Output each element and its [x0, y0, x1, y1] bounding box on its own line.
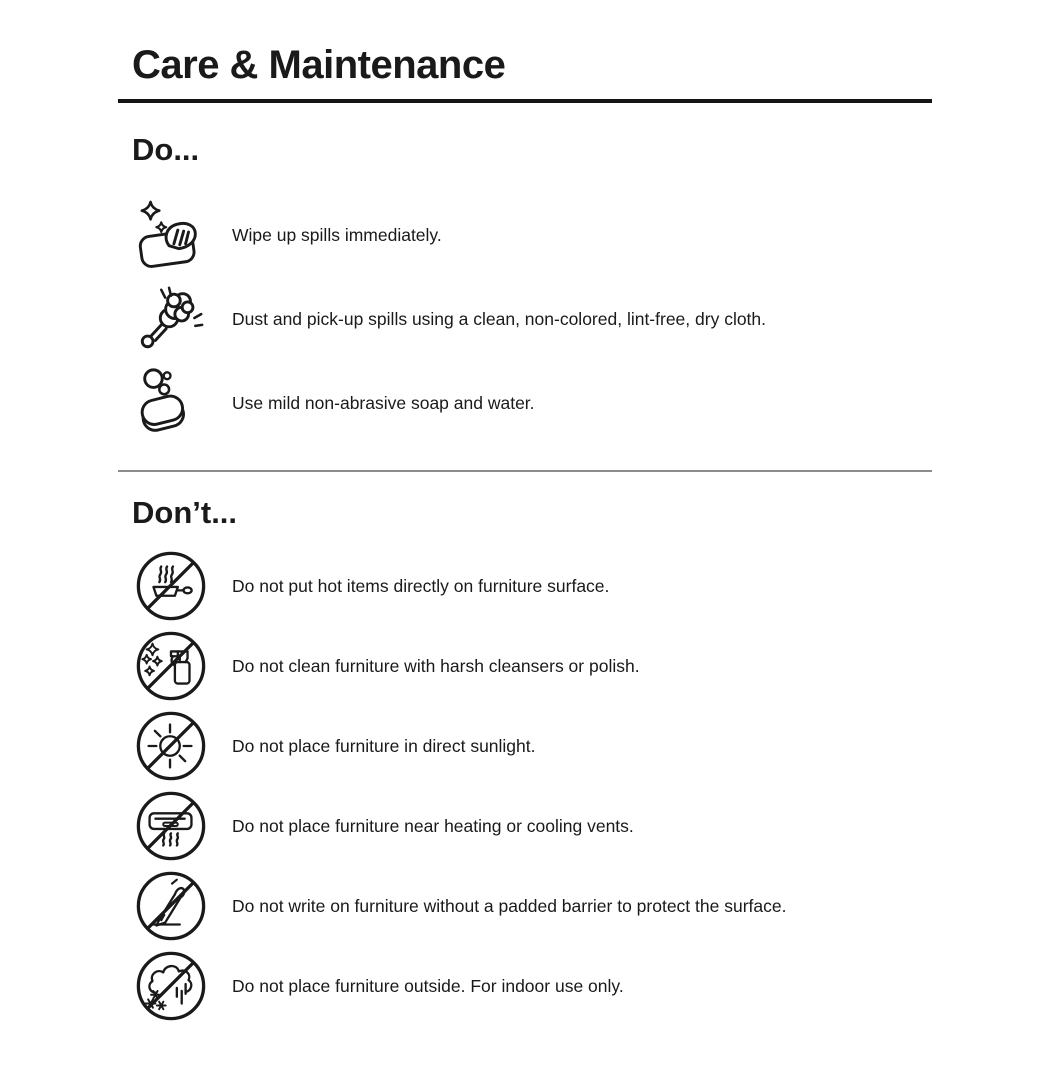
dont-item-outdoor [118, 946, 932, 1026]
dont-item-direct-sunlight [118, 706, 932, 786]
no-writing-icon [134, 869, 212, 943]
dont-item-hot-items [118, 546, 932, 626]
dont-item-text: Do not place furniture outside. For indoor use only. [232, 976, 624, 996]
no-hot-items-icon [134, 549, 212, 623]
do-section [118, 193, 932, 445]
dont-item-text: Do not place furniture in direct sunlight. [232, 736, 536, 756]
no-direct-sunlight-icon [134, 709, 212, 783]
dont-item-text: Do not place furniture near heating or cooling vents. [232, 816, 634, 836]
no-outdoor-icon [134, 949, 212, 1023]
do-item-wipe-spills [118, 193, 932, 277]
dont-item-text: Do not write on furniture without a padded barrier to protect the surface. [232, 896, 787, 916]
section-divider [118, 470, 932, 472]
dont-item-heating-vents [118, 786, 932, 866]
feather-duster-icon [134, 282, 212, 356]
wipe-hand-icon [134, 198, 212, 272]
do-section-heading: Do... [132, 132, 200, 167]
dont-section [118, 546, 932, 1026]
dont-item-text: Do not clean furniture with harsh cleansers or polish. [232, 656, 640, 676]
dont-item-writing [118, 866, 932, 946]
do-item-dust [118, 277, 932, 361]
do-item-text: Dust and pick-up spills using a clean, non-colored, lint-free, dry cloth. [232, 309, 767, 329]
page-title: Care & Maintenance [132, 43, 506, 87]
dont-section-heading: Don’t... [132, 495, 238, 530]
dont-item-harsh-cleansers [118, 626, 932, 706]
do-item-text: Use mild non-abrasive soap and water. [232, 393, 535, 413]
title-divider [118, 99, 932, 103]
do-item-text: Wipe up spills immediately. [232, 225, 442, 245]
soap-bubbles-icon [134, 366, 212, 440]
dont-item-text: Do not put hot items directly on furniture surface. [232, 576, 610, 596]
care-maintenance-page [0, 42, 1050, 1026]
do-item-soap [118, 361, 932, 445]
no-heating-vents-icon [134, 789, 212, 863]
no-harsh-cleansers-icon [134, 629, 212, 703]
